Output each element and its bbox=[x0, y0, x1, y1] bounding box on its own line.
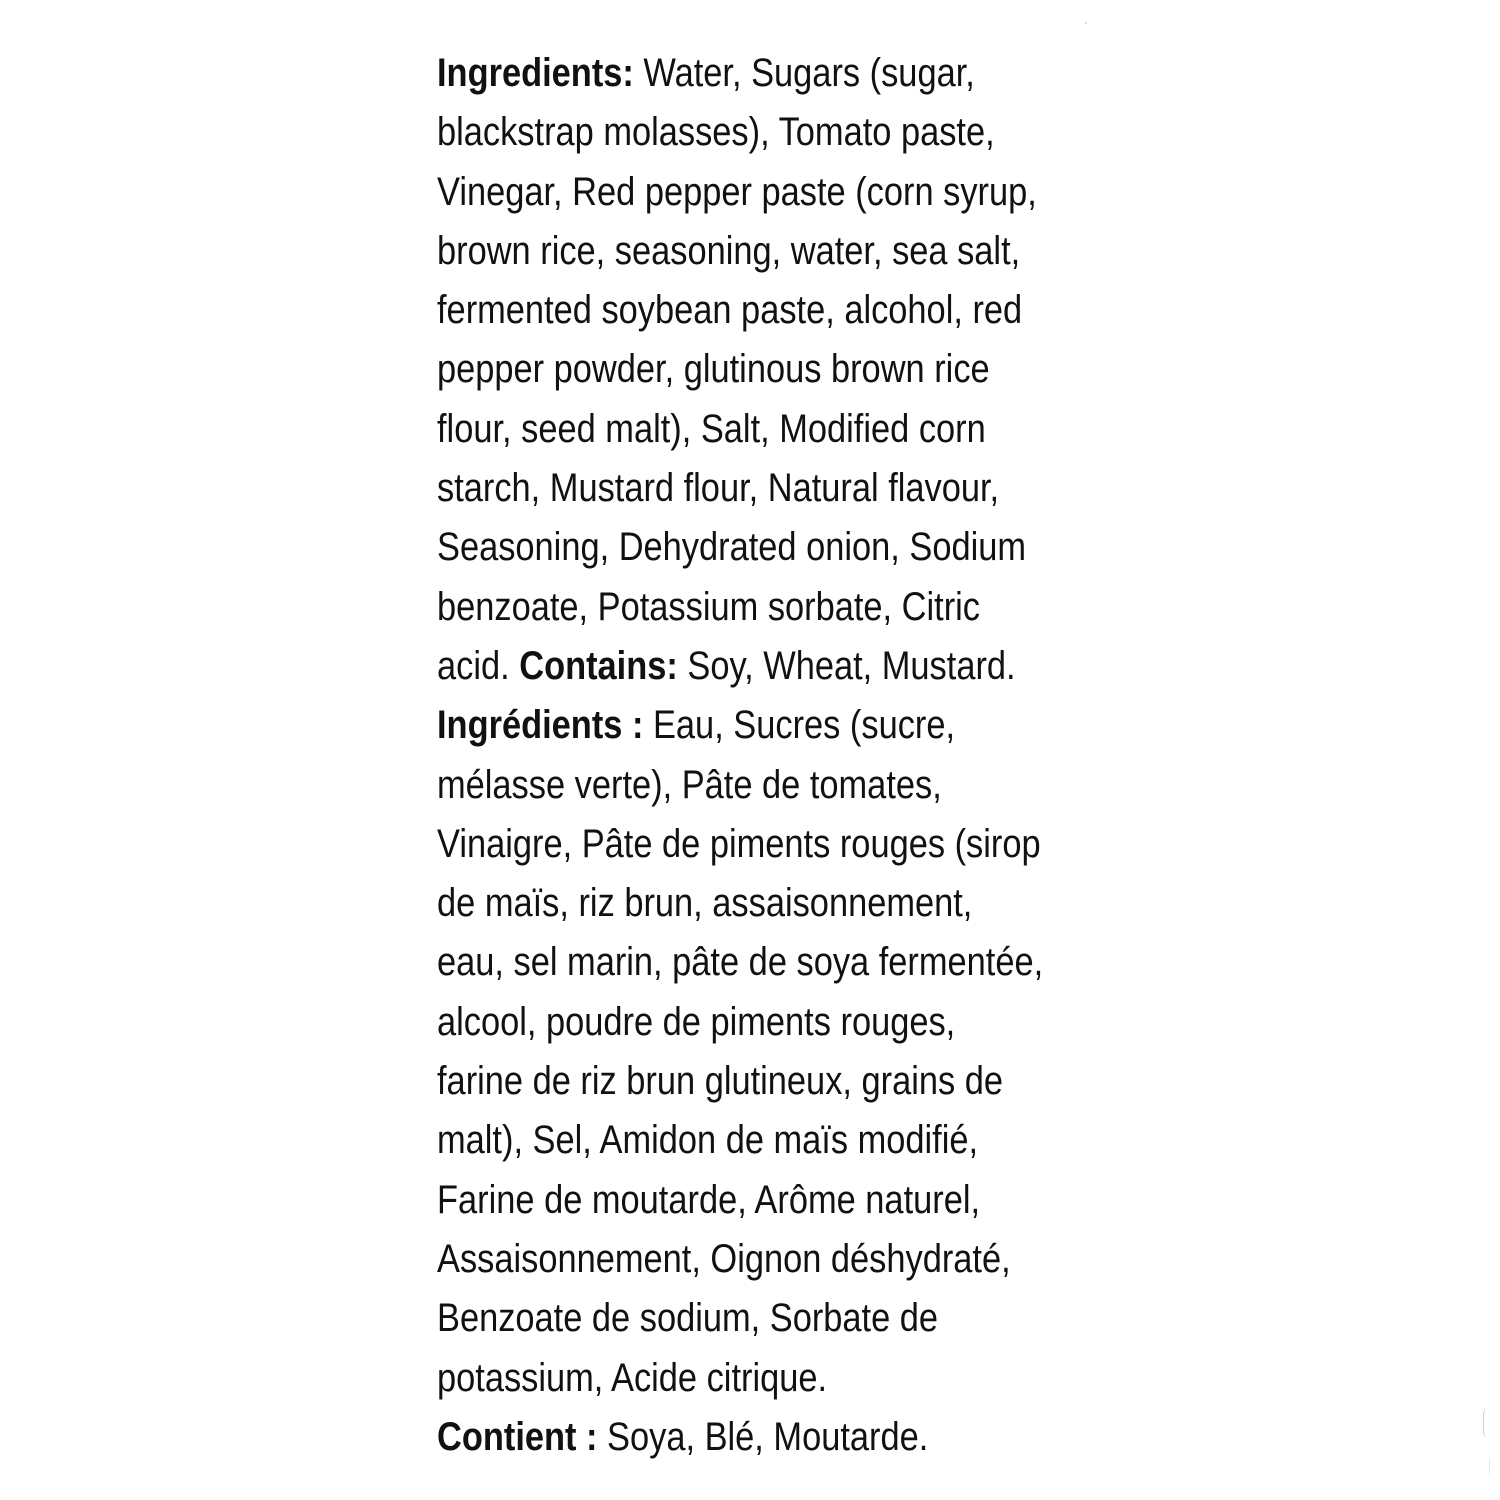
ingredients-line: Vinegar, Red pepper paste (corn syrup, bbox=[437, 169, 1037, 214]
ingredients-heading-en: Ingredients: bbox=[437, 51, 634, 95]
scan-edge-dot bbox=[1489, 1460, 1496, 1474]
ingredients-line: de maïs, riz brun, assaisonnement, bbox=[437, 881, 973, 926]
contains-text-fr: Soya, Blé, Moutarde. bbox=[597, 1414, 929, 1459]
ingredients-line: malt), Sel, Amidon de maïs modifié, bbox=[437, 1118, 979, 1163]
ingredients-line: brown rice, seasoning, water, sea salt, bbox=[437, 228, 1021, 273]
ingredients-line: farine de riz brun glutineux, grains de bbox=[437, 1059, 1004, 1104]
ingredients-line: Farine de moutarde, Arôme naturel, bbox=[437, 1177, 981, 1222]
ingredients-text-fr: Eau, Sucres (sucre, bbox=[643, 703, 956, 748]
contains-heading-en: Contains: bbox=[519, 643, 678, 688]
ingredients-line: Assaisonnement, Oignon déshydraté, bbox=[437, 1236, 1011, 1281]
ingredients-line: Benzoate de sodium, Sorbate de bbox=[437, 1296, 939, 1341]
ingredients-line: blackstrap molasses), Tomato paste, bbox=[437, 110, 995, 155]
ingredients-line: alcool, poudre de piments rouges, bbox=[437, 999, 956, 1044]
ingredients-line: pepper powder, glutinous brown rice bbox=[437, 347, 990, 392]
ingredients-text-en: Water, Sugars (sugar, bbox=[633, 51, 975, 95]
ingredients-line: mélasse verte), Pâte de tomates, bbox=[437, 762, 942, 807]
ingredients-line: eau, sel marin, pâte de soya fermentée, bbox=[437, 940, 1044, 985]
ingredients-line: benzoate, Potassium sorbate, Citric bbox=[437, 584, 981, 629]
ingredients-line: Seasoning, Dehydrated onion, Sodium bbox=[437, 525, 1027, 570]
contains-text-en: Soy, Wheat, Mustard. bbox=[677, 643, 1016, 688]
ingredients-heading-fr: Ingrédients : bbox=[437, 703, 644, 748]
ingredients-line bbox=[437, 696, 1005, 755]
ingredients-line: fermented soybean paste, alcohol, red bbox=[437, 288, 1023, 333]
ingredients-line: Vinaigre, Pâte de piments rouges (sirop bbox=[437, 821, 1041, 866]
ingredients-line bbox=[437, 44, 1005, 103]
ingredients-line bbox=[437, 1408, 1005, 1467]
ingredients-line: starch, Mustard flour, Natural flavour, bbox=[437, 466, 1000, 511]
ingredients-label bbox=[437, 44, 1044, 1467]
ingredients-line: flour, seed malt), Salt, Modified corn bbox=[437, 406, 986, 451]
contains-heading-fr: Contient : bbox=[437, 1414, 598, 1459]
ingredients-text-en: acid. bbox=[437, 643, 520, 688]
scan-speck bbox=[1085, 22, 1087, 24]
scan-edge-mark bbox=[1483, 1408, 1490, 1438]
ingredients-line: potassium, Acide citrique. bbox=[437, 1355, 828, 1400]
ingredients-line bbox=[437, 637, 1016, 696]
